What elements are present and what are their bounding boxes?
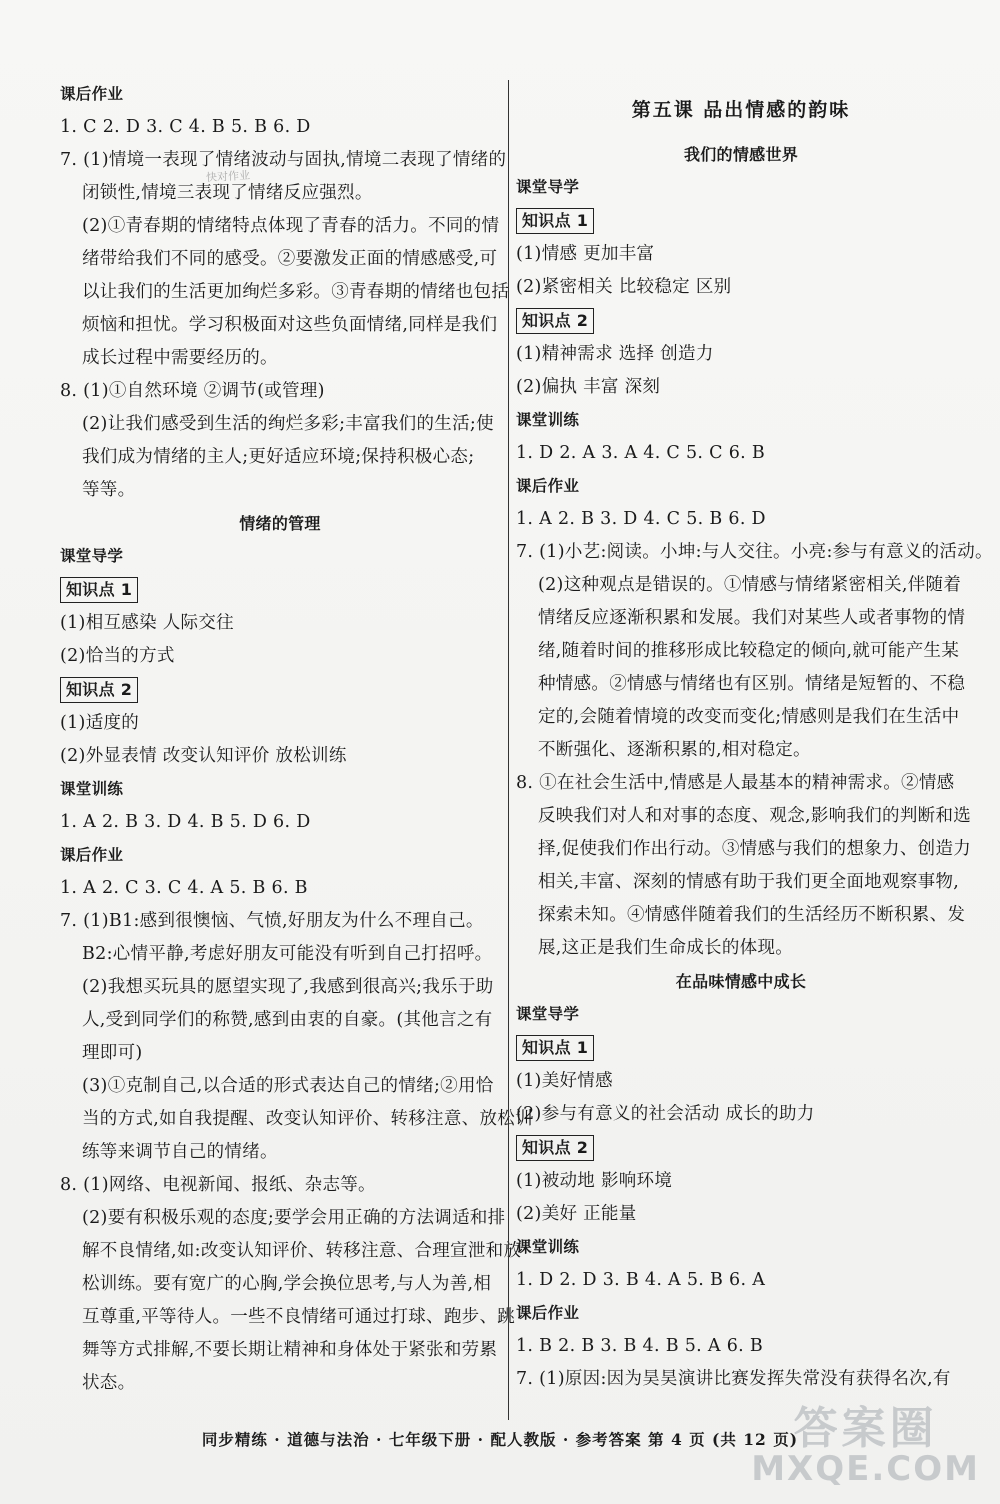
left-answer-line: 烦恼和担忧。学习积极面对这些负面情绪,同样是我们 [82,315,498,335]
right-knowledge-point-row [516,1131,966,1165]
right-answer-line: 相关,丰富、深刻的情感有助于我们更全面地观察事物, [538,872,960,892]
right-answer-line: (2)美好 正能量 [516,1204,637,1224]
left-answer-line: (2)恰当的方式 [60,646,175,666]
right-answer-line: 7. (1)原因:因为昊昊演讲比赛发挥失常没有获得名次,有 [516,1369,951,1389]
left-section-heading: 课后作业 [60,85,124,103]
left-answer-line: 人,受到同学们的称赞,感到由衷的自豪。(其他言之有 [82,1010,493,1030]
left-answer-line: (2)①青春期的情绪特点体现了青春的活力。不同的情 [82,216,500,236]
right-answer-line: (2)偏执 丰富 深刻 [516,377,661,397]
left-section-heading: 课后作业 [60,846,124,864]
left-answer-line: (1)适度的 [60,713,140,733]
right-subsection-title: 在品味情感中成长 [675,972,807,991]
knowledge-point-box: 知识点 2 [60,677,138,703]
right-answer-line: 定的,会随着情境的改变而变化;情感则是我们在生活中 [538,707,960,727]
left-answer-line: 舞等方式排解,不要长期让精神和身体处于紧张和劳累 [82,1340,498,1360]
column-divider [508,80,509,1420]
right-column [516,78,993,1396]
left-answer-line: (2)让我们感受到生活的绚烂多彩;丰富我们的生活;使 [82,414,494,434]
right-answer-line: 1. D 2. A 3. A 4. C 5. C 6. B [516,443,766,463]
right-section-heading: 课堂导学 [516,178,580,196]
right-section-heading: 课堂导学 [516,1005,580,1023]
right-subsection-title: 我们的情感世界 [683,145,799,164]
knowledge-point-box: 知识点 2 [516,308,594,334]
right-answer-line: 反映我们对人和对事的态度、观念,影响我们的判断和选 [538,806,972,826]
watermark-logo [751,1403,980,1489]
left-section-heading: 课堂导学 [60,547,124,565]
left-knowledge-point-row [60,673,500,707]
left-answer-line: 闭锁性,情境三表现了情绪反应强烈。 [82,183,373,203]
right-section-heading: 课堂训练 [516,411,580,429]
left-answer-line: 8. (1)网络、电视新闻、报纸、杂志等。 [60,1175,376,1195]
left-answer-line: 绪带给我们不同的感受。②要激发正面的情感感受,可 [82,249,498,269]
left-answer-line: 解不良情绪,如:改变认知评价、转移注意、合理宣泄和放 [82,1241,522,1261]
left-answer-line: 等等。 [82,480,136,500]
left-answer-line: 我们成为情绪的主人;更好适应环境;保持积极心态; [82,447,475,467]
left-answer-line: B2:心情平静,考虑好朋友可能没有听到自己打招呼。 [82,944,493,964]
right-answer-line: 7. (1)小艺:阅读。小坤:与人交往。小亮:参与有意义的活动。 [516,542,993,562]
knowledge-point-box: 知识点 1 [516,208,594,234]
right-knowledge-point-row [516,204,966,238]
page-footer: 同步精练 · 道德与法治 · 七年级下册 · 配人教版 · 参考答案 第 4 页 (共 12 页) [201,1430,799,1449]
left-answer-line: (3)①克制自己,以合适的形式表达自己的情绪;②用恰 [82,1076,494,1096]
right-answer-line: (2)参与有意义的社会活动 成长的助力 [516,1104,815,1124]
watermark-en: MXQE.COM [751,1449,980,1489]
right-answer-line: 展,这正是我们生命成长的体现。 [538,938,794,958]
right-answer-line: (2)这种观点是错误的。①情感与情绪紧密相关,伴随着 [538,575,962,595]
knowledge-point-box: 知识点 1 [60,577,138,603]
left-answer-line: 1. A 2. B 3. D 4. B 5. D 6. D [60,812,311,832]
left-answer-line: 7. (1)情境一表现了情绪波动与固执,情境二表现了情绪的 [60,150,507,170]
right-answer-line: (1)美好情感 [516,1071,613,1091]
watermark-cn: 答案圈 [793,1403,938,1454]
left-answer-line: 成长过程中需要经历的。 [82,348,278,368]
right-answer-line: 1. D 2. D 3. B 4. A 5. B 6. A [516,1270,766,1290]
left-knowledge-point-row [60,573,500,607]
left-answer-line: 7. (1)B1:感到很懊恼、气愤,好朋友为什么不理自己。 [60,911,484,931]
right-answer-line: (1)被动地 影响环境 [516,1171,673,1191]
right-answer-line: 8. ①在社会生活中,情感是人最基本的精神需求。②情感 [516,773,955,793]
left-answer-line: 理即可) [82,1043,143,1063]
left-answer-line: (2)我想买玩具的愿望实现了,我感到很高兴;我乐于助 [82,977,494,997]
left-answer-line: 1. A 2. C 3. C 4. A 5. B 6. B [60,878,308,898]
right-answer-line: 种情感。②情感与情绪也有区别。情绪是短暂的、不稳 [538,674,966,694]
right-answer-line: (2)紧密相关 比较稳定 区别 [516,277,732,297]
right-section-heading: 课后作业 [516,1304,580,1322]
right-answer-line: 1. B 2. B 3. B 4. B 5. A 6. B [516,1336,764,1356]
left-answer-line: (2)外显表情 改变认知评价 放松训练 [60,746,347,766]
right-knowledge-point-row [516,1031,966,1065]
right-answer-line: 情绪反应逐渐积累和发展。我们对某些人或者事物的情 [538,608,966,628]
right-answer-line: (1)情感 更加丰富 [516,244,655,264]
right-answer-line: 绪,随着时间的推移形成比较稳定的倾向,就可能产生某 [538,641,960,661]
left-subsection-title: 情绪的管理 [239,514,321,533]
left-answer-line: 以让我们的生活更加绚烂多彩。③青春期的情绪也包括 [82,282,510,302]
right-answer-line: (1)精神需求 选择 创造力 [516,344,714,364]
right-chapter-title: 第五课 品出情感的韵味 [631,99,851,121]
left-answer-line: 8. (1)①自然环境 ②调节(或管理) [60,381,325,401]
left-answer-line: 松训练。要有宽广的心胸,学会换位思考,与人为善,相 [82,1274,492,1294]
knowledge-point-box: 知识点 1 [516,1035,594,1061]
right-answer-line: 不断强化、逐渐积累的,相对稳定。 [538,740,811,760]
left-answer-line: 当的方式,如自我提醒、改变认知评价、转移注意、放松训 [82,1109,533,1129]
right-answer-line: 探索未知。④情感伴随着我们的生活经历不断积累、发 [538,905,966,925]
right-answer-line: 择,促使我们作出行动。③情感与我们的想象力、创造力 [538,839,972,859]
left-answer-line: 1. C 2. D 3. C 4. B 5. B 6. D [60,117,311,137]
right-knowledge-point-row [516,304,966,338]
left-answer-line: (1)相互感染 人际交往 [60,613,234,633]
stamp-mark: 快对作业 [205,168,251,185]
right-section-heading: 课后作业 [516,477,580,495]
knowledge-point-box: 知识点 2 [516,1135,594,1161]
right-answer-line: 1. A 2. B 3. D 4. C 5. B 6. D [516,509,766,529]
left-answer-line: (2)要有积极乐观的态度;要学会用正确的方法调适和排 [82,1208,506,1228]
right-section-heading: 课堂训练 [516,1238,580,1256]
left-answer-line: 练等来调节自己的情绪。 [82,1142,278,1162]
left-answer-line: 互尊重,平等待人。一些不良情绪可通过打球、跑步、跳 [82,1307,516,1327]
left-column [60,78,533,1400]
left-section-heading: 课堂训练 [60,780,124,798]
left-answer-line: 状态。 [82,1373,136,1393]
